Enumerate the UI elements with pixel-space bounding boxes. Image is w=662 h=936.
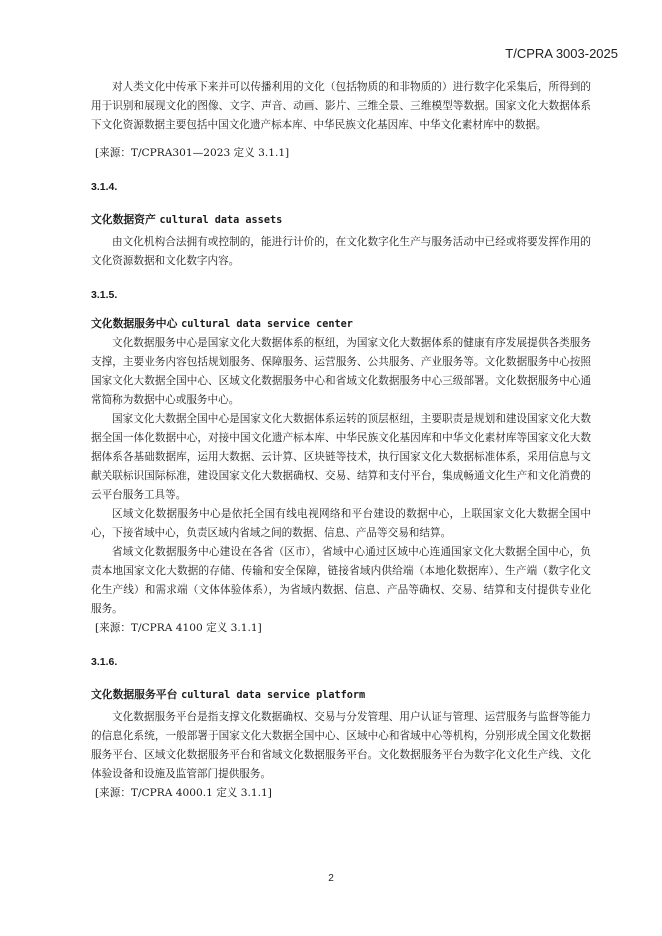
clause-number: 3.1.4. <box>91 181 118 193</box>
term-heading <box>91 314 591 334</box>
clause-number: 3.1.5. <box>91 289 118 301</box>
term-chinese: 文化数据服务平台 <box>91 688 178 701</box>
definition-paragraph: 区域文化数据服务中心是依托全国有线电视网络和平台建设的数据中心，上联国家文化大数据全国中心，下接省域中心，负责区域内省域之间的数据、信息、产品等交易和结算。 <box>91 508 591 539</box>
intro-source: [来源：T/CPRA301—2023 定义 3.1.1] <box>95 147 290 159</box>
definition-paragraph: 文化数据服务中心是国家文化大数据体系的枢纽，为国家文化大数据体系的健康有序发展提供各类服务支撑，主要业务内容包括规划服务、保障服务、运营服务、公共服务、产业服务等。文化数据服务中心按照国家文化大数据全国中心、区域文化数据服务中心和省域文化数据服务中心三级部署。文化数据服务中心通常简称为数据中心或服务中心。 <box>91 337 591 406</box>
section-3-1-6 <box>91 653 591 803</box>
definition-paragraph: 省域文化数据服务中心建设在各省（区市），省域中心通过区域中心连通国家文化大数据全国中心，负责本地国家文化大数据的存储、传输和安全保障，链接省域内供给端（本地化数据库）、生产端（数字化文化生产线）和需求端（文体体验体系），为省域内数据、信息、产品等确权、交易、结算和支付提供专业化服务。 <box>91 546 591 615</box>
term-english: cultural data assets <box>159 215 283 226</box>
definition-paragraph: 由文化机构合法拥有或控制的，能进行计价的，在文化数字化生产与服务活动中已经或将要发挥作用的文化资源数据和文化数字内容。 <box>91 236 591 267</box>
definition-paragraph: 国家文化大数据全国中心是国家文化大数据体系运转的顶层枢纽，主要职责是规划和建设国家文化大数据全国一体化数据中心，对接中国文化遗产标本库、中华民族文化基因库和中华文化素材库等国家文化大数据体系各基础数据库，运用大数据、云计算、区块链等技术，执行国家文化大数据标准体系，采用信息与文献关联标识国际标准，建设国家文化大数据确权、交易、结算和支付平台，集成畅通文化生产和文化消费的云平台服务工具等。 <box>91 413 591 501</box>
section-3-1-4 <box>91 178 591 271</box>
term-chinese: 文化数据资产 <box>91 213 156 226</box>
section-3-1-5 <box>91 286 591 638</box>
definition-paragraph: 文化数据服务平台是指支撑文化数据确权、交易与分发管理、用户认证与管理、运营服务与监督等能力的信息化系统，一般部署于国家文化大数据全国中心、区域中心和省域中心等机构，分别形成全国文化数据服务平台、区域文化数据服务平台和省域文化数据服务平台。文化数据服务平台为数字化文化生产线、文化体验设备和设施及监管部门提供服务。 <box>91 711 591 780</box>
term-heading <box>91 210 591 230</box>
definition-source: [来源：T/CPRA 4100 定义 3.1.1] <box>95 622 262 634</box>
definition-source: [来源：T/CPRA 4000.1 定义 3.1.1] <box>95 787 272 799</box>
page-number: 2 <box>328 873 334 884</box>
clause-number: 3.1.6. <box>91 656 118 668</box>
term-english: cultural data service center <box>181 319 353 330</box>
term-english: cultural data service platform <box>181 690 366 701</box>
page-content <box>91 78 591 803</box>
intro-paragraph: 对人类文化中传承下来并可以传播利用的文化（包括物质的和非物质的）进行数字化采集后，所得到的用于识别和展现文化的图像、文字、声音、动画、影片、三维全景、三维模型等数据。国家文化大数据体系下文化资源数据主要包括中国文化遗产标本库、中华民族文化基因库、中华文化素材库中的数据。 <box>91 81 591 131</box>
term-chinese: 文化数据服务中心 <box>91 317 178 330</box>
document-code: T/CPRA 3003-2025 <box>505 46 618 61</box>
term-heading <box>91 685 591 705</box>
